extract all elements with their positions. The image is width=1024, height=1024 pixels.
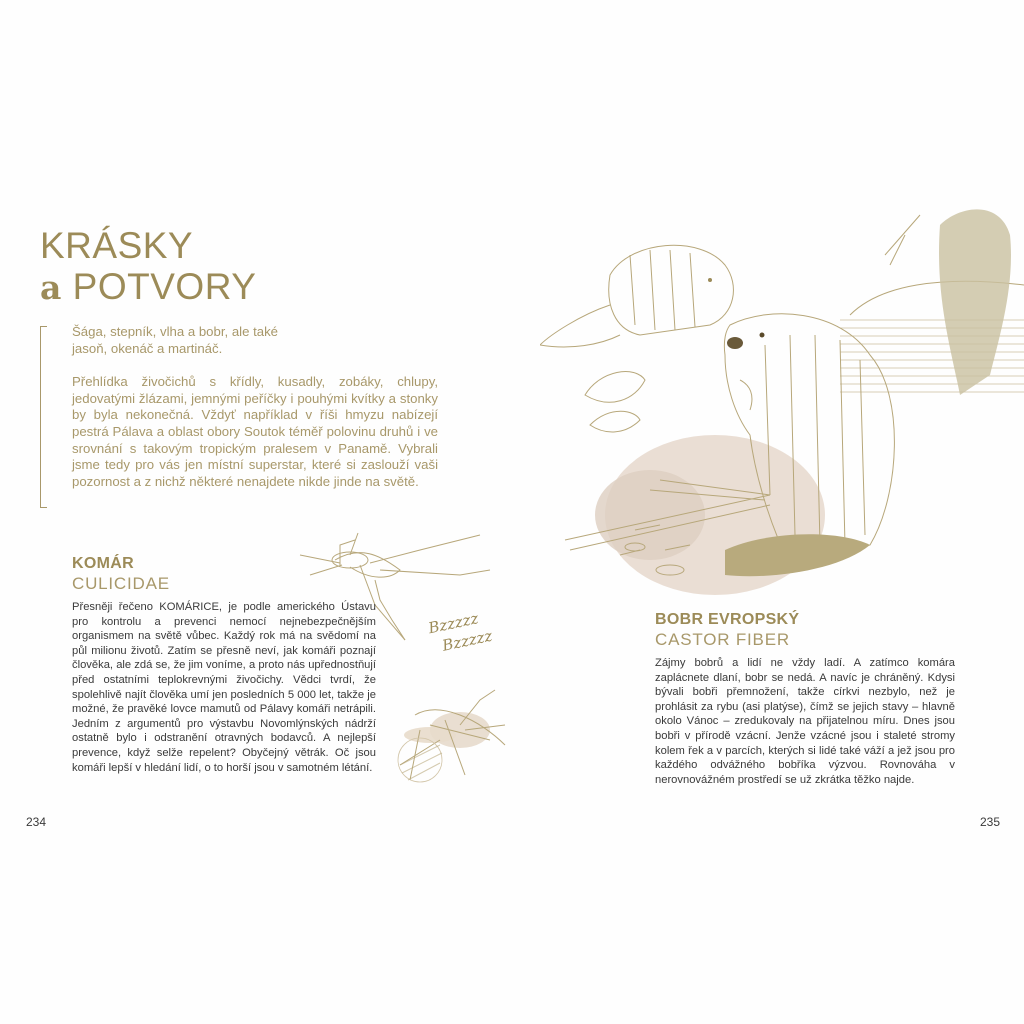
page-number-left: 234: [26, 815, 47, 829]
bobr-name: BOBR EVROPSKÝ: [655, 611, 800, 628]
beaver-illustration: [540, 195, 1024, 595]
page-number-right: 235: [980, 815, 1001, 829]
komar-heading: [72, 555, 372, 594]
title-connector: a: [40, 268, 62, 307]
komar-text: Přesněji řečeno KOMÁRICE, je podle amerického Ústavu pro kontrolu a prevenci nemocí nejnebezpečnějším organismem na světě vůbec. Každý rok má na svědomí na půl milionu životů. Zatím se přesně neví, jak komáři poznají člověka, ale zdá se, že jim voníme, a proto nás upřednostňují před ostatními teplokrevnými živočichy. Vědci tvrdí, že spolehlivě najít člověka umí jen posledních 5 000 let, takže je možné, že pravěké lovce mamutů od Pálavy komáři netrápili. Jedním z argumentů pro výstavbu Novomlýnských nádrží ostatně bylo i odstranění otravných bodavců. A nejlepší prevence, když selže repelent? Obyčejný větrák. Oč jsou komáři lepší v hledání lidí, o to horší jsou v samotném létání.: [72, 601, 376, 774]
intro-para2: Přehlídka živočichů s křídly, kusadly, zobáky, chlupy, jedovatými žlázami, jemnými peříčky i pouhými kvítky a stonky by byla nekonečná. Vždyť například v říši hmyzu nabízejí pestrá Pálava a oblast obory Soutok téměř polovinu druhů i ve srovnání s takovým tropickým pralesem v Panamě. Vybrali jsme tedy pro vás jen místní superstar, které si zaslouží vaši pozornost a z nichž některé nenajdete nikde jinde na světě.: [72, 374, 438, 489]
komar-name: KOMÁR: [72, 555, 134, 572]
bobr-heading: [655, 611, 975, 650]
intro-bracket: [40, 326, 47, 508]
komar-latin: CULICIDAE: [72, 574, 170, 593]
buzz-line2: Bzzzzz: [440, 626, 494, 655]
title-word2: POTVORY: [72, 266, 257, 307]
intro-text: [72, 324, 438, 507]
buzz-line1: Bzzzzz: [426, 609, 480, 638]
page-title: [40, 225, 256, 308]
bobr-latin: CASTOR FIBER: [655, 630, 790, 649]
bobr-text: Zájmy bobrů a lidí ne vždy ladí. A zatímco komára zaplácnete dlaní, bobr se nedá. A navíc je chráněný. Kdysi bývali bobři přemnožení, takže církvi nezbylo, než je prohlásit za rybu (asi platýse), čímž se jejich stavy – hlavně okolo Vánoc – zredukovaly na přijatelnou míru. Dnes jsou bobři v přírodě vzácní. Jenže vzácné jsou i staleté stromy kolem řek a v parcích, kterých si lidé také váží a jež jsou pro každého odvážného bobříka výzvou. Rovnováha v nerovnovážném prostředí se už zkrátka těžko najde.: [655, 657, 955, 786]
intro-para1: Šága, stepník, vlha a bobr, ale také jasoň, okenáč a martináč.: [72, 324, 279, 356]
title-line2: [40, 266, 256, 308]
title-line1: KRÁSKY: [40, 225, 194, 266]
